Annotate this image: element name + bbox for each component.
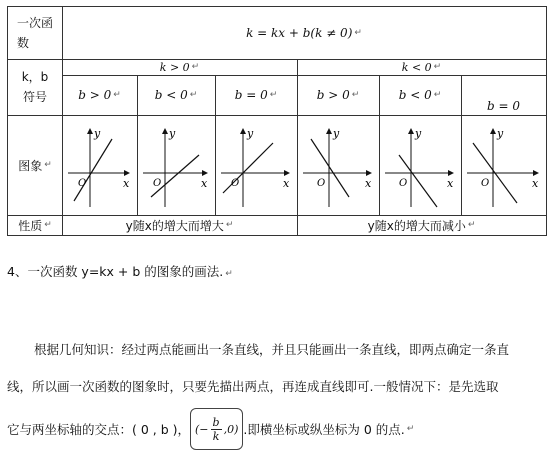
x-label: x [201, 177, 208, 190]
x-label: x [123, 177, 130, 190]
y-label: y [94, 127, 101, 140]
k-positive-header: k > 0 ↵ [159, 60, 200, 74]
origin-label: O [317, 178, 326, 189]
property-decrease: y随x的增大而减小 ↵ [367, 218, 476, 233]
row-label-sign: k，b符号 [21, 70, 49, 104]
y-label: y [415, 127, 422, 140]
y-label: y [247, 127, 254, 140]
row-label-function: 一次函数 [17, 16, 54, 50]
y-label: y [169, 127, 176, 140]
y-label: y [497, 127, 504, 140]
paragraph-line-2: 线，所以画一次函数的图象时，只要先描出两点，再连成直线即可.一般情况下：是先选取 [7, 379, 499, 394]
origin-label: O [231, 178, 240, 189]
k-negative-header: k < 0 ↵ [401, 60, 442, 74]
function-line [74, 139, 112, 201]
y-label: y [333, 127, 340, 140]
x-label: x [283, 177, 290, 190]
section-heading: 4、一次函数 y=kx + b 的图象的画法. ↵ [7, 264, 233, 279]
x-label: x [532, 177, 539, 190]
b-positive-1: b > 0 ↵ [78, 88, 121, 102]
b-negative-1: b < 0 ↵ [154, 88, 198, 102]
x-label: x [365, 177, 372, 190]
origin-label: O [399, 178, 408, 189]
formula-cell: k = kx + b(k ≠ 0) ↵ [246, 26, 362, 40]
b-zero-1: b = 0 ↵ [234, 88, 278, 102]
function-line [151, 155, 199, 197]
origin-label: O [78, 178, 87, 189]
property-increase: y随x的增大而增大 ↵ [125, 218, 234, 233]
origin-label: O [153, 178, 162, 189]
paragraph-line-3: 它与两坐标轴的交点：( 0 , b )， (− $\frac{b}{k}$ ,0 ) .即横坐标或纵坐标为 0 的点. ↵ [7, 408, 414, 450]
x-label: x [447, 177, 454, 190]
linear-function-table [7, 6, 547, 236]
row-label-graph: 图象 ↵ [18, 158, 52, 173]
graphs-svg [62, 115, 546, 215]
b-positive-2: b > 0 ↵ [316, 88, 360, 102]
b-zero-2: b = 0 [487, 99, 520, 113]
origin-label: O [481, 178, 490, 189]
paragraph-line-1: 根据几何知识：经过两点能画出一条直线，并且只能画出一条直线，即两点确定一条直 [34, 342, 510, 357]
row-label-property: 性质 ↵ [18, 218, 52, 233]
b-negative-2: b < 0 ↵ [398, 88, 442, 102]
intercept-fraction: (− $\frac{b}{k}$ ,0 ) [190, 408, 243, 450]
